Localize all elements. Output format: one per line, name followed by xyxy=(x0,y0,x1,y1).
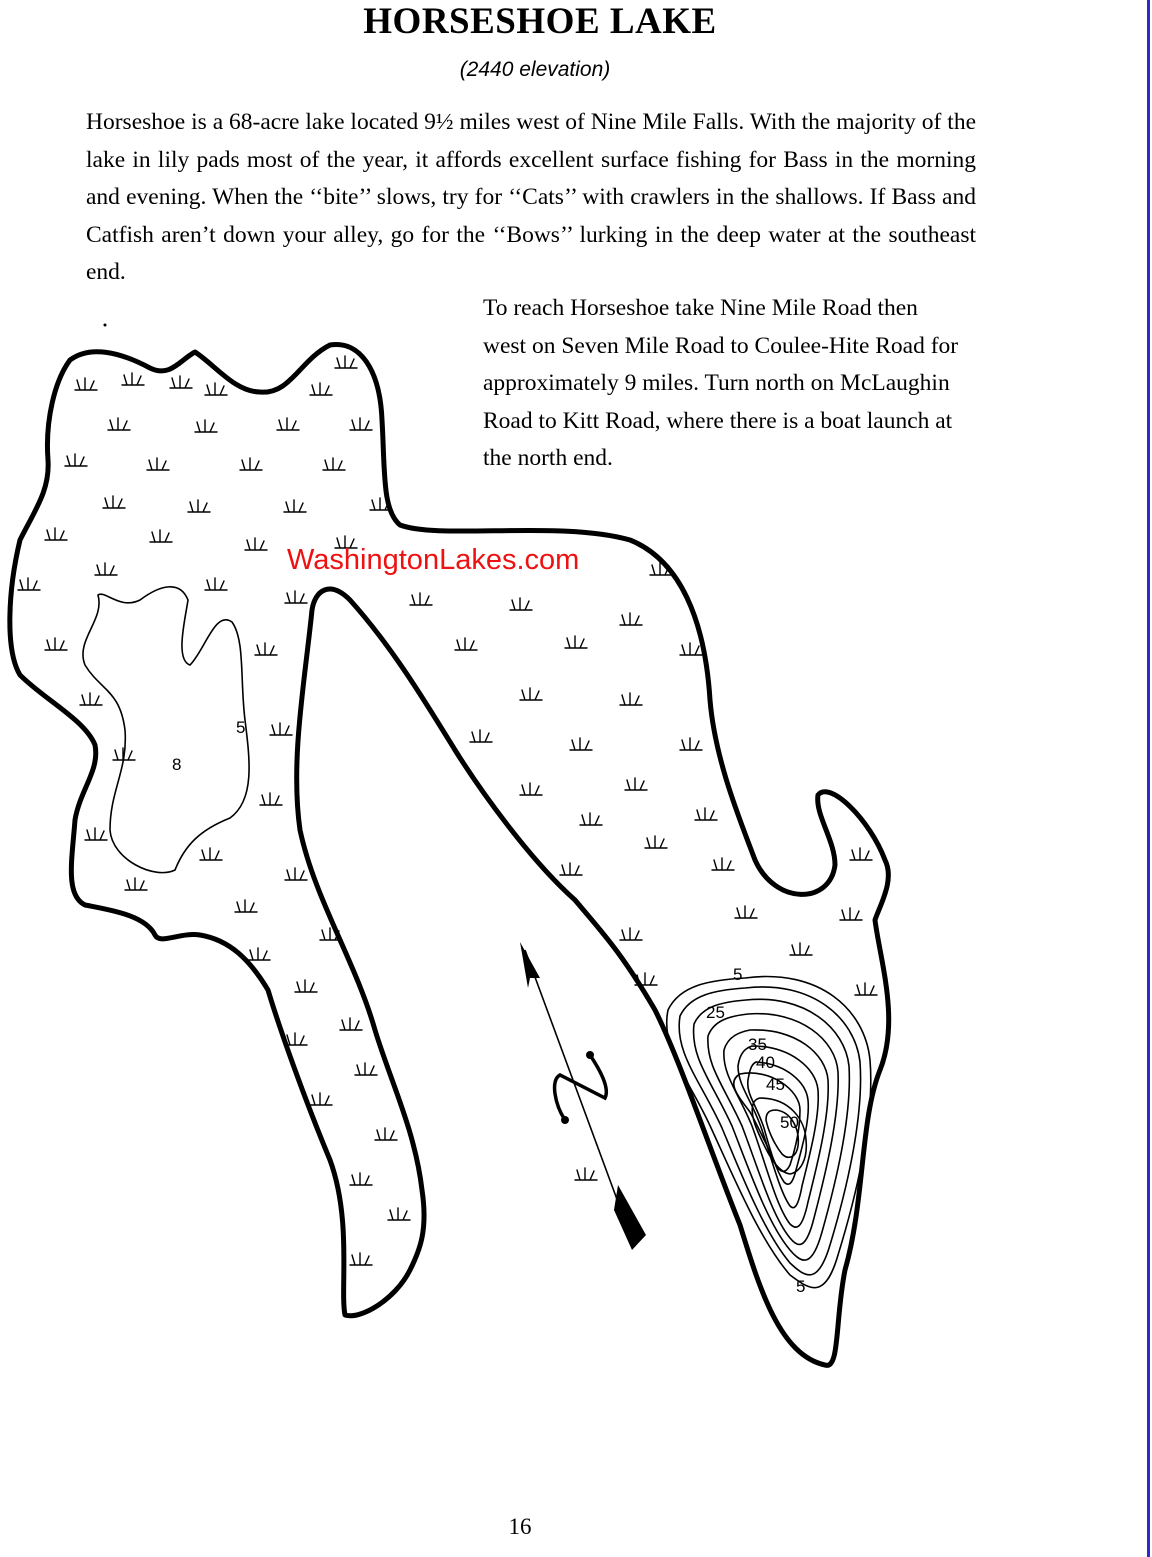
lake-shoreline xyxy=(10,344,889,1365)
contour-label: 45 xyxy=(766,1075,785,1094)
marsh-icon xyxy=(455,638,477,650)
page-number: 16 xyxy=(508,1514,532,1539)
marsh-icon xyxy=(18,578,40,590)
north-arrow-icon xyxy=(520,942,646,1250)
marsh-icon xyxy=(85,828,107,840)
marsh-icon xyxy=(620,928,642,940)
marsh-icon xyxy=(147,458,169,470)
marsh-icon xyxy=(520,688,542,700)
marsh-icon xyxy=(510,598,532,610)
contour-label: 25 xyxy=(706,1003,725,1022)
marsh-icon xyxy=(205,578,227,590)
marsh-icon xyxy=(277,418,299,430)
marsh-icon xyxy=(850,848,872,860)
marsh-icon xyxy=(75,378,97,390)
marsh-icon xyxy=(350,1173,372,1185)
marsh-icon xyxy=(470,730,492,742)
marsh-symbols xyxy=(18,356,877,1265)
marsh-icon xyxy=(310,1093,332,1105)
marsh-icon xyxy=(520,783,542,795)
marsh-icon xyxy=(108,418,130,430)
marsh-icon xyxy=(45,638,67,650)
marsh-icon xyxy=(790,943,812,955)
marsh-icon xyxy=(350,1253,372,1265)
marsh-icon xyxy=(560,863,582,875)
marsh-icon xyxy=(200,848,222,860)
marsh-icon xyxy=(255,643,277,655)
contour-label: 5 xyxy=(796,1277,806,1296)
marsh-icon xyxy=(240,458,262,470)
marsh-icon xyxy=(680,738,702,750)
east-basin-contours xyxy=(667,977,871,1288)
page-title: HORSESHOE LAKE xyxy=(363,1,717,42)
contour-label: 5 xyxy=(733,965,743,984)
elevation-subtitle: (2440 elevation) xyxy=(459,58,611,81)
marsh-icon xyxy=(575,1168,597,1180)
marsh-icon xyxy=(310,383,332,395)
marsh-icon xyxy=(125,878,147,890)
marsh-icon xyxy=(80,693,102,705)
marsh-icon xyxy=(355,1063,377,1075)
marsh-icon xyxy=(285,1033,307,1045)
marsh-icon xyxy=(570,738,592,750)
marsh-icon xyxy=(45,528,67,540)
marsh-icon xyxy=(712,858,734,870)
marsh-icon xyxy=(735,906,757,918)
marsh-icon xyxy=(122,373,144,385)
depth-label: 8 xyxy=(172,755,182,774)
marsh-icon xyxy=(340,1018,362,1030)
contour-label: 35 xyxy=(748,1035,767,1054)
marsh-icon xyxy=(335,356,357,368)
marsh-icon xyxy=(248,948,270,960)
marsh-icon xyxy=(245,538,267,550)
marsh-icon xyxy=(620,693,642,705)
marsh-icon xyxy=(565,636,587,648)
marsh-icon xyxy=(65,454,87,466)
marsh-icon xyxy=(285,591,307,603)
marsh-icon xyxy=(195,420,217,432)
map-dot xyxy=(104,324,107,327)
contour-label: 5 xyxy=(236,718,246,737)
marsh-icon xyxy=(150,530,172,542)
marsh-icon xyxy=(270,723,292,735)
marsh-icon xyxy=(170,376,192,388)
marsh-icon xyxy=(840,908,862,920)
contour-label: 40 xyxy=(756,1053,775,1072)
lake-description: Horseshoe is a 68-acre lake located 9½ miles west of Nine Mile Falls. With the majority of the lake in lily pads most of the year, it affords excellent surface fishing for Bass in the morning and evening. When the ‘‘bite’’ slows, try for ‘‘Cats’’ with crawlers in the shallows. If Bass and Catfish aren’t down your alley, go for the ‘‘Bows’’ lurking in the deep water at the southeast end. xyxy=(86,109,976,285)
marsh-icon xyxy=(188,500,210,512)
marsh-icon xyxy=(388,1208,410,1220)
watermark: WashingtonLakes.com xyxy=(287,544,580,576)
marsh-icon xyxy=(284,500,306,512)
marsh-icon xyxy=(235,900,257,912)
contour-label: 50 xyxy=(780,1113,799,1132)
marsh-icon xyxy=(323,458,345,470)
marsh-icon xyxy=(680,643,702,655)
marsh-icon xyxy=(580,813,602,825)
marsh-icon xyxy=(205,383,227,395)
driving-directions: To reach Horseshoe take Nine Mile Road then west on Seven Mile Road to Coulee-Hite Road for approximately 9 miles. Turn north on McLaughin Road to Kitt Road, where there is a boat launch at the north end. xyxy=(483,295,959,471)
marsh-icon xyxy=(855,983,877,995)
marsh-icon xyxy=(103,496,125,508)
marsh-icon xyxy=(695,808,717,820)
marsh-icon xyxy=(645,836,667,848)
marsh-icon xyxy=(285,868,307,880)
marsh-icon xyxy=(625,778,647,790)
marsh-icon xyxy=(620,613,642,625)
marsh-icon xyxy=(260,793,282,805)
west-depth-contour xyxy=(83,587,249,873)
marsh-icon xyxy=(410,593,432,605)
marsh-icon xyxy=(95,563,117,575)
marsh-icon xyxy=(295,980,317,992)
marsh-icon xyxy=(350,418,372,430)
marsh-icon xyxy=(375,1128,397,1140)
